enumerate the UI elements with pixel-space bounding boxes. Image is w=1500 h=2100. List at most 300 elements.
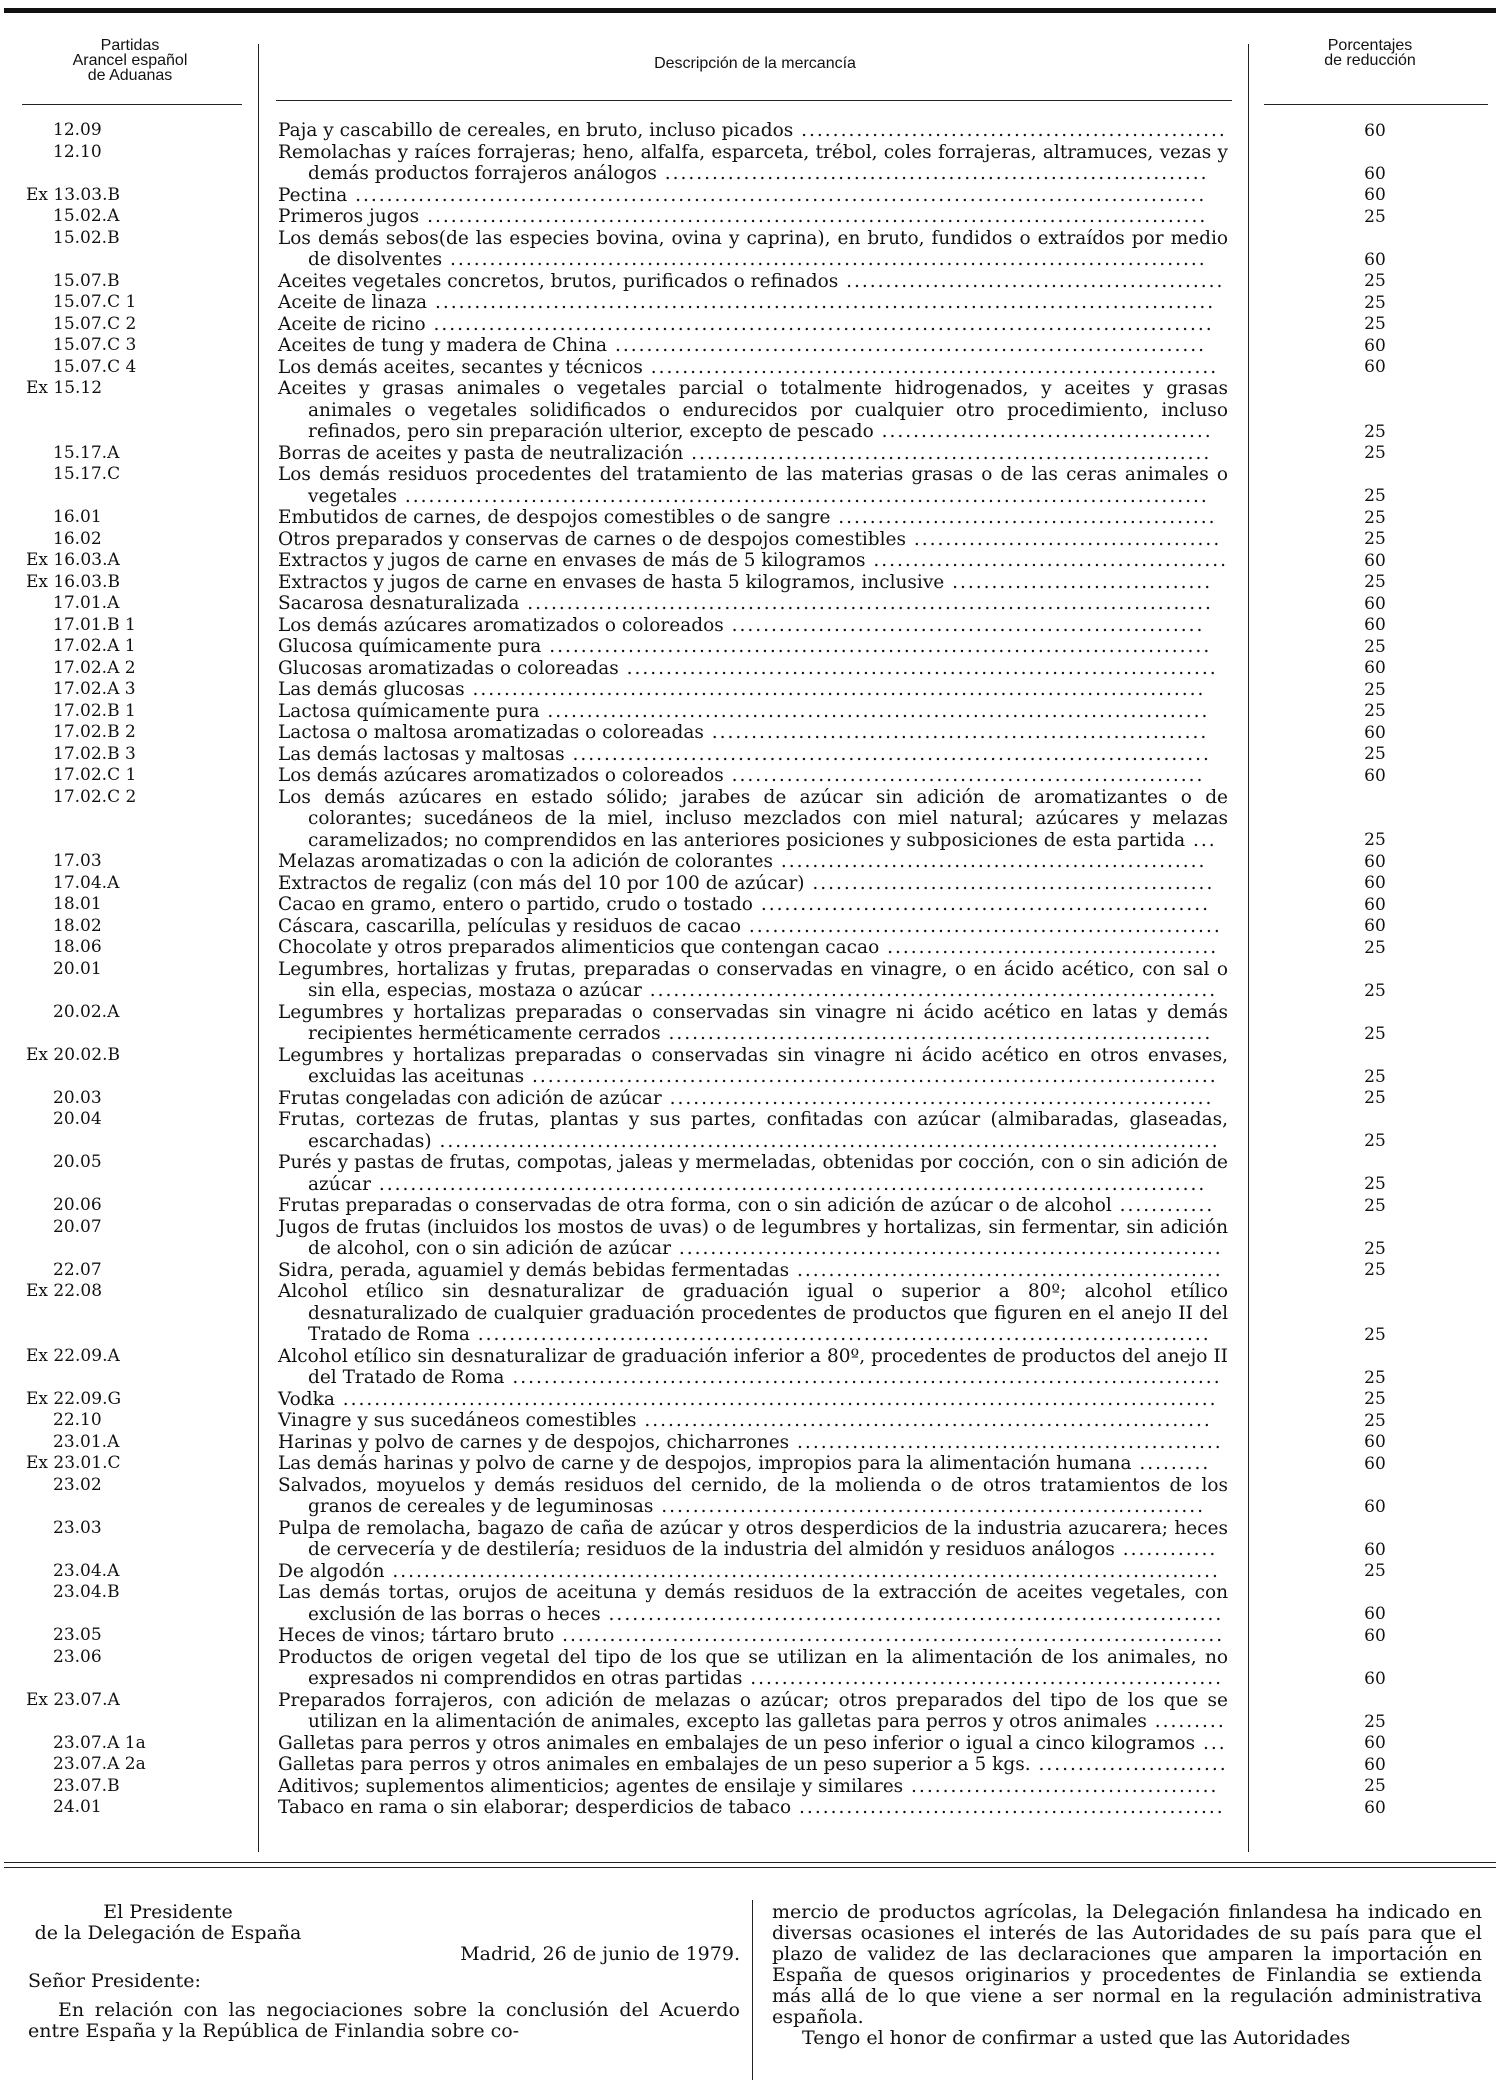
reduction-percentage: 60 [1364, 1496, 1386, 1517]
dot-leader: ........................................................................ [642, 356, 1219, 378]
table-row [0, 1754, 1500, 1776]
reduction-percentage: 60 [1364, 335, 1386, 356]
tariff-table-body [0, 120, 1500, 1819]
tariff-code: 23.07.A 1a [26, 1732, 146, 1753]
description-text: Frutas preparadas o conservadas de otra forma, con o sin adición de azúcar o de alcohol [278, 1195, 1112, 1216]
top-rule [4, 8, 1496, 13]
table-row [0, 765, 1500, 787]
tariff-code: 15.02.A [26, 206, 120, 226]
reduction-percentage: 60 [1364, 185, 1386, 205]
table-row [0, 378, 1500, 443]
tariff-code: Ex 23.07.A [26, 1689, 120, 1710]
tariff-code: Ex 22.09.G [26, 1388, 122, 1409]
tariff-code: 17.02.A 2 [26, 657, 136, 678]
tariff-code: 17.01.A [26, 593, 120, 613]
salutation: Señor Presidente: [28, 1970, 201, 1992]
tariff-code: 20.04 [26, 1109, 102, 1129]
reduction-percentage: 25 [1364, 206, 1386, 227]
goods-description [278, 1754, 1228, 1776]
table-row [0, 1346, 1500, 1389]
description-text: Los demás azúcares aromatizados o coloreados [278, 614, 724, 636]
table-row [0, 271, 1500, 293]
dot-leader: ............................................................................................................ [347, 184, 1207, 206]
tariff-code: 17.02.B 3 [26, 743, 136, 764]
reduction-percentage: 60 [1364, 1539, 1386, 1560]
table-row [0, 787, 1500, 852]
description-text: Aceites vegetales concretos, brutos, purificados o refinados [278, 270, 839, 292]
description-text: Otros preparados y conservas de carnes o de despojos comestibles [278, 528, 906, 550]
tariff-code: 17.02.A 1 [26, 636, 136, 656]
tariff-code: 15.07.C 4 [26, 356, 137, 377]
goods-description [278, 873, 1228, 895]
description-text: Aceites de tung y madera de China [278, 335, 608, 356]
dot-leader: ....................................................................................... [524, 1066, 1218, 1087]
goods-description [278, 593, 1228, 615]
reduction-percentage: 25 [1364, 314, 1386, 334]
goods-description [278, 271, 1228, 293]
dot-leader: ........................................................................... [607, 335, 1206, 356]
header-percentage: Porcentajes de reducción [1324, 37, 1416, 69]
reduction-percentage: 25 [1364, 1023, 1386, 1044]
dot-leader: ..................................................................... [656, 163, 1209, 184]
goods-description [278, 851, 1228, 873]
goods-description [278, 1733, 1228, 1755]
description-text: Los demás aceites, secantes y técnicos [278, 356, 643, 378]
dot-leader: ..................................................................... [670, 1238, 1223, 1259]
table-row [0, 357, 1500, 379]
table-row [0, 1475, 1500, 1518]
description-text: Glucosas aromatizadas o coloreadas [278, 657, 619, 679]
reduction-percentage: 60 [1364, 593, 1386, 614]
goods-description [278, 507, 1228, 529]
tariff-code: 17.01.B 1 [26, 614, 136, 635]
letter-left-column [28, 1902, 740, 2042]
table-row [0, 701, 1500, 723]
table-row [0, 314, 1500, 336]
description-text: Las demás tortas, orujos de aceituna y demás residuos de la extracción de aceites vegetales, con exclusión de las borras o heces [278, 1582, 1228, 1625]
goods-description [278, 1453, 1228, 1475]
reduction-percentage: 60 [1364, 873, 1386, 893]
table-row [0, 937, 1500, 959]
table-row [0, 1776, 1500, 1798]
goods-description [278, 1410, 1228, 1432]
goods-description [278, 529, 1228, 551]
table-row [0, 658, 1500, 680]
reduction-percentage: 60 [1364, 120, 1386, 141]
goods-description [278, 206, 1228, 228]
table-row [0, 1518, 1500, 1561]
table-row [0, 550, 1500, 572]
description-text: Extractos y jugos de carne en envases de más de 5 kilogramos [278, 550, 866, 571]
reduction-percentage: 25 [1364, 1324, 1386, 1345]
tariff-code: 23.04.A [26, 1560, 120, 1581]
tariff-code: 17.02.B 2 [26, 722, 136, 742]
dot-leader: ......................................................... [752, 894, 1211, 915]
table-row [0, 1389, 1500, 1411]
goods-description [278, 1518, 1228, 1561]
description-text: Pectina [278, 184, 348, 206]
goods-description [278, 185, 1228, 207]
tariff-code: 15.02.B [26, 227, 120, 248]
dot-leader: ................................................... [804, 872, 1215, 894]
table-row [0, 1432, 1500, 1454]
goods-description [278, 722, 1228, 744]
dot-leader: ................................................................................................... [425, 313, 1214, 335]
dot-leader: ..................................................................... [653, 1496, 1205, 1517]
header-underline-pct [1264, 104, 1488, 105]
tariff-code: 17.02.A 3 [26, 679, 136, 699]
dot-leader: ........................................................................ [641, 980, 1218, 1001]
reduction-percentage: 60 [1364, 163, 1386, 184]
reduction-percentage: 25 [1364, 1260, 1386, 1280]
dot-leader: ........................................................................ [636, 1410, 1212, 1431]
tariff-code: 20.06 [26, 1195, 102, 1215]
goods-description [278, 1797, 1228, 1819]
reduction-percentage: 60 [1364, 249, 1386, 270]
reduction-percentage: 60 [1364, 851, 1386, 872]
dot-leader: .................................................................................... [554, 1625, 1225, 1646]
reduction-percentage: 60 [1364, 357, 1386, 377]
reduction-percentage: 60 [1364, 658, 1386, 678]
table-row [0, 142, 1500, 185]
letter-date: Madrid, 26 de junio de 1979. [460, 1943, 740, 1965]
dot-leader: ................................................................................................... [419, 206, 1208, 227]
tariff-code: 22.10 [26, 1410, 102, 1430]
dot-leader: ....................................... [903, 1775, 1219, 1797]
tariff-code: 20.05 [26, 1152, 102, 1172]
goods-description [278, 744, 1228, 766]
table-row [0, 1152, 1500, 1195]
table-row [0, 722, 1500, 744]
tariff-code: Ex 20.02.B [26, 1044, 120, 1065]
goods-description [278, 1475, 1228, 1518]
dot-leader: ......................................................................................................... [384, 1560, 1220, 1582]
tariff-code: 18.01 [26, 894, 102, 914]
table-row [0, 443, 1500, 465]
header-underline-code [22, 104, 242, 105]
letter-paragraph-left: En relación con las negociaciones sobre la conclusión del Acuerdo entre España y la República de Finlandia sobre co- [28, 1999, 740, 2042]
goods-description [278, 550, 1228, 572]
tariff-code: Ex 16.03.B [26, 571, 120, 592]
goods-description [278, 314, 1228, 336]
table-row [0, 572, 1500, 594]
goods-description [278, 1776, 1228, 1798]
reduction-percentage: 25 [1364, 830, 1386, 850]
description-text: Remolachas y raíces forrajeras; heno, alfalfa, esparceta, trébol, coles forrajeras, altramuces, vezas y demás productos forrajeros análogos [278, 141, 1228, 184]
table-row [0, 464, 1500, 507]
table-row [0, 120, 1500, 142]
dot-leader: ............................................. [865, 550, 1228, 571]
dot-leader: ................................................ [838, 270, 1225, 292]
description-text: Borras de aceites y pasta de neutralización [278, 442, 684, 464]
reduction-percentage: 25 [1364, 292, 1386, 313]
tariff-code: Ex 16.03.A [26, 550, 120, 570]
goods-description [278, 1561, 1228, 1583]
tariff-code: 17.02.B 1 [26, 700, 136, 721]
description-text: Galletas para perros y otros animales en embalajes de un peso inferior o igual a cinco kilogramos [278, 1732, 1196, 1754]
tariff-code: 15.17.A [26, 442, 120, 463]
reduction-percentage: 60 [1364, 1754, 1386, 1775]
dot-leader: ...................................................... [772, 851, 1207, 872]
description-text: Harinas y polvo de carnes y de despojos, chicharrones [278, 1431, 790, 1453]
goods-description [278, 1625, 1228, 1647]
tariff-code: Ex 13.03.B [26, 184, 120, 205]
description-text: Glucosa químicamente pura [278, 636, 542, 657]
dot-leader: ...................................................... [789, 1431, 1223, 1453]
description-text: Jugos de frutas (incluidos los mostos de uvas) o de legumbres y hortalizas, sin fermentar, sin adición de alcohol, con o sin adición de azúcar [278, 1216, 1228, 1259]
reduction-percentage: 25 [1364, 679, 1386, 700]
dot-leader: ................................................ [830, 507, 1217, 528]
dot-leader: ...................................................... [789, 1259, 1223, 1281]
table-row [0, 873, 1500, 895]
description-text: Aceites y grasas animales o vegetales parcial o totalmente hidrogenados, y aceites y grasas animales o vegetales solidificados o endurecidos por cualquier otro procedimiento, incluso refinados, pero sin preparación ulterior, excepto de pescado [278, 378, 1228, 442]
bottom-rule [4, 1862, 1496, 1863]
description-text: Los demás sebos(de las especies bovina, ovina y caprina), en bruto, fundidos o extraídos por medio de disolventes [278, 227, 1228, 270]
reduction-percentage: 25 [1364, 529, 1386, 549]
table-row [0, 1217, 1500, 1260]
table-row [0, 744, 1500, 766]
dot-leader: .............................................................................. [600, 1603, 1224, 1625]
tariff-code: Ex 22.08 [26, 1281, 103, 1301]
dot-leader: ... [1185, 829, 1217, 851]
header-code: Partidas Arancel español de Aduanas [72, 37, 188, 84]
tariff-code: Ex 15.12 [26, 378, 103, 398]
dot-leader: ...................................................................................................... [397, 485, 1209, 507]
description-text: Primeros jugos [278, 206, 420, 227]
dot-leader: .......................................... [873, 421, 1213, 442]
reduction-percentage: 25 [1364, 1088, 1386, 1108]
table-row [0, 292, 1500, 314]
table-row [0, 1002, 1500, 1045]
tariff-code: 15.07.C 2 [26, 313, 137, 334]
reduction-percentage: 25 [1364, 701, 1386, 721]
table-row [0, 593, 1500, 615]
description-text: Preparados forrajeros, con adición de melazas o azúcar; otros preparados del tipo de los que se utilizan en la alimentación de animales, excepto las galletas para perros y otros animales [278, 1689, 1228, 1732]
description-text: Sidra, perada, aguamiel y demás bebidas fermentadas [278, 1259, 790, 1281]
reduction-percentage: 25 [1364, 421, 1386, 442]
table-row [0, 916, 1500, 938]
description-text: Aceite de linaza [278, 292, 428, 313]
dot-leader: ....................................................................................... [519, 593, 1213, 614]
goods-description [278, 1002, 1228, 1045]
letter-right-column [772, 1902, 1482, 2049]
description-text: Galletas para perros y otros animales en embalajes de un peso superior a 5 kgs. [278, 1754, 1031, 1775]
tariff-code: 18.02 [26, 915, 102, 936]
description-text: Alcohol etílico sin desnaturalizar de graduación inferior a 80º, procedentes de productos del anejo II del Tratado de Roma [278, 1345, 1228, 1388]
goods-description [278, 894, 1228, 916]
table-row [0, 1281, 1500, 1346]
description-text: Las demás lactosas y maltosas [278, 743, 565, 765]
table-row [0, 1453, 1500, 1475]
description-text: Los demás azúcares en estado sólido; jarabes de azúcar sin adición de aromatizantes o de colorantes; sucedáneos de la miel, incluso mezclados con miel natural; azúcares y melazas caramelizados; no comprendidos en las anteriores posiciones y subposiciones de esta partida [278, 786, 1228, 851]
reduction-percentage: 25 [1364, 1367, 1386, 1388]
goods-description [278, 228, 1228, 271]
dot-leader: ........................ [1030, 1754, 1228, 1775]
reduction-percentage: 60 [1364, 916, 1386, 936]
dot-leader: ................................................................................. [564, 743, 1211, 765]
description-text: Legumbres, hortalizas y frutas, preparadas o conservadas en vinagre, o en ácido acético, con sal o sin ella, especias, mostaza o azúcar [278, 958, 1228, 1001]
description-text: Melazas aromatizadas o con la adición de colorantes [278, 851, 773, 872]
table-row [0, 1195, 1500, 1217]
description-text: Legumbres y hortalizas preparadas o conservadas sin vinagre ni ácido acético en latas y demás recipientes herméticamente cerrados [278, 1001, 1228, 1044]
tariff-code: 23.02 [26, 1474, 102, 1495]
dot-leader: ... [1195, 1732, 1227, 1754]
reduction-percentage: 25 [1364, 1066, 1386, 1087]
dot-leader: .................................................................................... [541, 636, 1212, 657]
goods-description [278, 1389, 1228, 1411]
goods-description [278, 636, 1228, 658]
tariff-code: 16.02 [26, 528, 102, 549]
dot-leader: .......................................................................................... [504, 1367, 1222, 1388]
tariff-code: 24.01 [26, 1797, 102, 1817]
table-row [0, 1109, 1500, 1152]
goods-description [278, 572, 1228, 594]
dot-leader: ............................................................................................. [464, 679, 1206, 700]
reduction-percentage: 25 [1364, 1174, 1386, 1194]
reduction-percentage: 60 [1364, 1625, 1386, 1646]
reduction-percentage: 60 [1364, 1432, 1386, 1452]
goods-description [278, 142, 1228, 185]
reduction-percentage: 25 [1364, 271, 1386, 291]
signature: El Presidente de la Delegación de España [34, 1901, 302, 1944]
header-underline-desc [276, 100, 1232, 101]
description-text: Purés y pastas de frutas, compotas, jaleas y mermeladas, obtenidas por cocción, con o sin adición de azúcar [278, 1152, 1228, 1195]
description-text: Chocolate y otros preparados alimenticios que contengan cacao [278, 937, 880, 958]
goods-description [278, 120, 1228, 142]
table-row [0, 1797, 1500, 1819]
goods-description [278, 1582, 1228, 1625]
table-row [0, 1625, 1500, 1647]
goods-description [278, 916, 1228, 938]
description-text: Extractos y jugos de carne en envases de hasta 5 kilogramos, inclusive [278, 571, 945, 593]
tariff-code: 23.07.A 2a [26, 1754, 146, 1774]
reduction-percentage: 25 [1364, 1131, 1386, 1151]
header-description: Descripción de la mercancía [654, 55, 856, 72]
tariff-code: 20.01 [26, 958, 102, 979]
table-row [0, 959, 1500, 1002]
description-text: Las demás harinas y polvo de carne y de despojos, impropios para la alimentación humana [278, 1453, 1132, 1474]
table-row [0, 615, 1500, 637]
goods-description [278, 1647, 1228, 1690]
dot-leader: ...................................................... [791, 1797, 1225, 1818]
tariff-code: 22.07 [26, 1259, 102, 1280]
table-row [0, 335, 1500, 357]
tariff-code: 23.04.B [26, 1582, 120, 1602]
table-row [0, 1088, 1500, 1110]
reduction-percentage: 25 [1364, 486, 1386, 506]
reduction-percentage: 60 [1364, 615, 1386, 635]
dot-leader: ............................................................ [740, 915, 1222, 937]
dot-leader: ....................................... [905, 528, 1222, 550]
description-text: Extractos de regaliz (con más del 10 por 100 de azúcar) [278, 872, 805, 894]
column-separator [752, 1900, 753, 2080]
table-row [0, 228, 1500, 271]
dot-leader: ......... [1131, 1453, 1211, 1474]
table-row [0, 1582, 1500, 1625]
table-row [0, 1733, 1500, 1755]
description-text: Cacao en gramo, entero o partido, crudo o tostado [278, 894, 753, 915]
reduction-percentage: 60 [1364, 894, 1386, 915]
tariff-code: 17.03 [26, 851, 102, 871]
description-text: Los demás residuos procedentes del tratamiento de las materias grasas o de las ceras animales o vegetales [278, 464, 1228, 507]
description-text: Frutas, cortezas de frutas, plantas y sus partes, confitadas con azúcar (almibaradas, glaseadas, escarchadas) [278, 1109, 1228, 1152]
tariff-code: 15.07.C 3 [26, 335, 137, 355]
dot-leader: ..................................................................... [661, 1087, 1214, 1109]
tariff-code: 23.07.B [26, 1775, 120, 1796]
tariff-code: 16.01 [26, 507, 102, 527]
reduction-percentage: 60 [1364, 1604, 1386, 1624]
dot-leader: ............................................................ [742, 1668, 1224, 1689]
goods-description [278, 1195, 1228, 1217]
reduction-percentage: 25 [1364, 1561, 1386, 1581]
table-row [0, 206, 1500, 228]
goods-description [278, 378, 1228, 443]
description-text: Lactosa o maltosa aromatizadas o coloreadas [278, 722, 704, 743]
description-text: Los demás azúcares aromatizados o coloreados [278, 765, 724, 786]
description-text: Aceite de ricino [278, 313, 426, 335]
reduction-percentage: 60 [1364, 1733, 1386, 1753]
letter-paragraph-right-2: Tengo el honor de confirmar a usted que las Autoridades [802, 2027, 1351, 2049]
goods-description [278, 292, 1228, 314]
goods-description [278, 464, 1228, 507]
description-text: Salvados, moyuelos y demás residuos del cernido, de la molienda o de otros tratamientos de los granos de cereales y de leguminosas [278, 1474, 1228, 1517]
description-text: Aditivos; suplementos alimenticios; agentes de ensilaje y similares [278, 1775, 904, 1797]
table-row [0, 1561, 1500, 1583]
dot-leader: .......................................... [879, 937, 1219, 958]
dot-leader: ................................. [944, 571, 1213, 593]
dot-leader: ............................................................... [703, 722, 1209, 743]
goods-description [278, 1432, 1228, 1454]
reduction-percentage: 60 [1364, 550, 1386, 571]
table-row [0, 1260, 1500, 1282]
tariff-code: 20.02.A [26, 1001, 120, 1022]
description-text: Vinagre y sus sucedáneos comestibles [278, 1410, 637, 1431]
goods-description [278, 1217, 1228, 1260]
goods-description [278, 1346, 1228, 1389]
dot-leader: ............ [1111, 1195, 1215, 1216]
dot-leader: ...................................................... [793, 120, 1227, 141]
tariff-code: 20.03 [26, 1087, 102, 1108]
tariff-code: 17.04.A [26, 872, 120, 893]
table-row [0, 851, 1500, 873]
tariff-code: 17.02.C 2 [26, 786, 137, 807]
tariff-code: 23.05 [26, 1625, 102, 1645]
tariff-code: Ex 22.09.A [26, 1345, 120, 1366]
dot-leader: ............................................................ [723, 614, 1205, 636]
reduction-percentage: 25 [1364, 507, 1386, 528]
tariff-code: 23.06 [26, 1646, 102, 1667]
table-row [0, 529, 1500, 551]
table-row [0, 1690, 1500, 1733]
table-row [0, 507, 1500, 529]
description-text: Frutas congeladas con adición de azúcar [278, 1087, 662, 1109]
goods-description [278, 1109, 1228, 1152]
description-text: Embutidos de carnes, de despojos comestibles o de sangre [278, 507, 831, 528]
tariff-code: 23.03 [26, 1517, 102, 1538]
table-row [0, 1410, 1500, 1432]
description-text: Tabaco en rama o sin elaborar; desperdicios de tabaco [278, 1797, 792, 1818]
dot-leader: ......... [1146, 1711, 1226, 1732]
goods-description [278, 959, 1228, 1002]
tariff-code: 17.02.C 1 [26, 765, 137, 785]
reduction-percentage: 25 [1364, 744, 1386, 764]
reduction-percentage: 25 [1364, 636, 1386, 657]
description-text: Alcohol etílico sin desnaturalizar de graduación igual o superior a 80º; alcohol etílico desnaturalizado de cualquier graduación procedentes de productos que figuren en el anejo II del Tratado de Roma [278, 1281, 1228, 1345]
dot-leader: ..................................................................... [660, 1023, 1213, 1044]
reduction-percentage: 60 [1364, 765, 1386, 786]
description-text: Cáscara, cascarilla, películas y residuos de cacao [278, 915, 741, 937]
dot-leader: .................................................................................... [539, 700, 1210, 722]
